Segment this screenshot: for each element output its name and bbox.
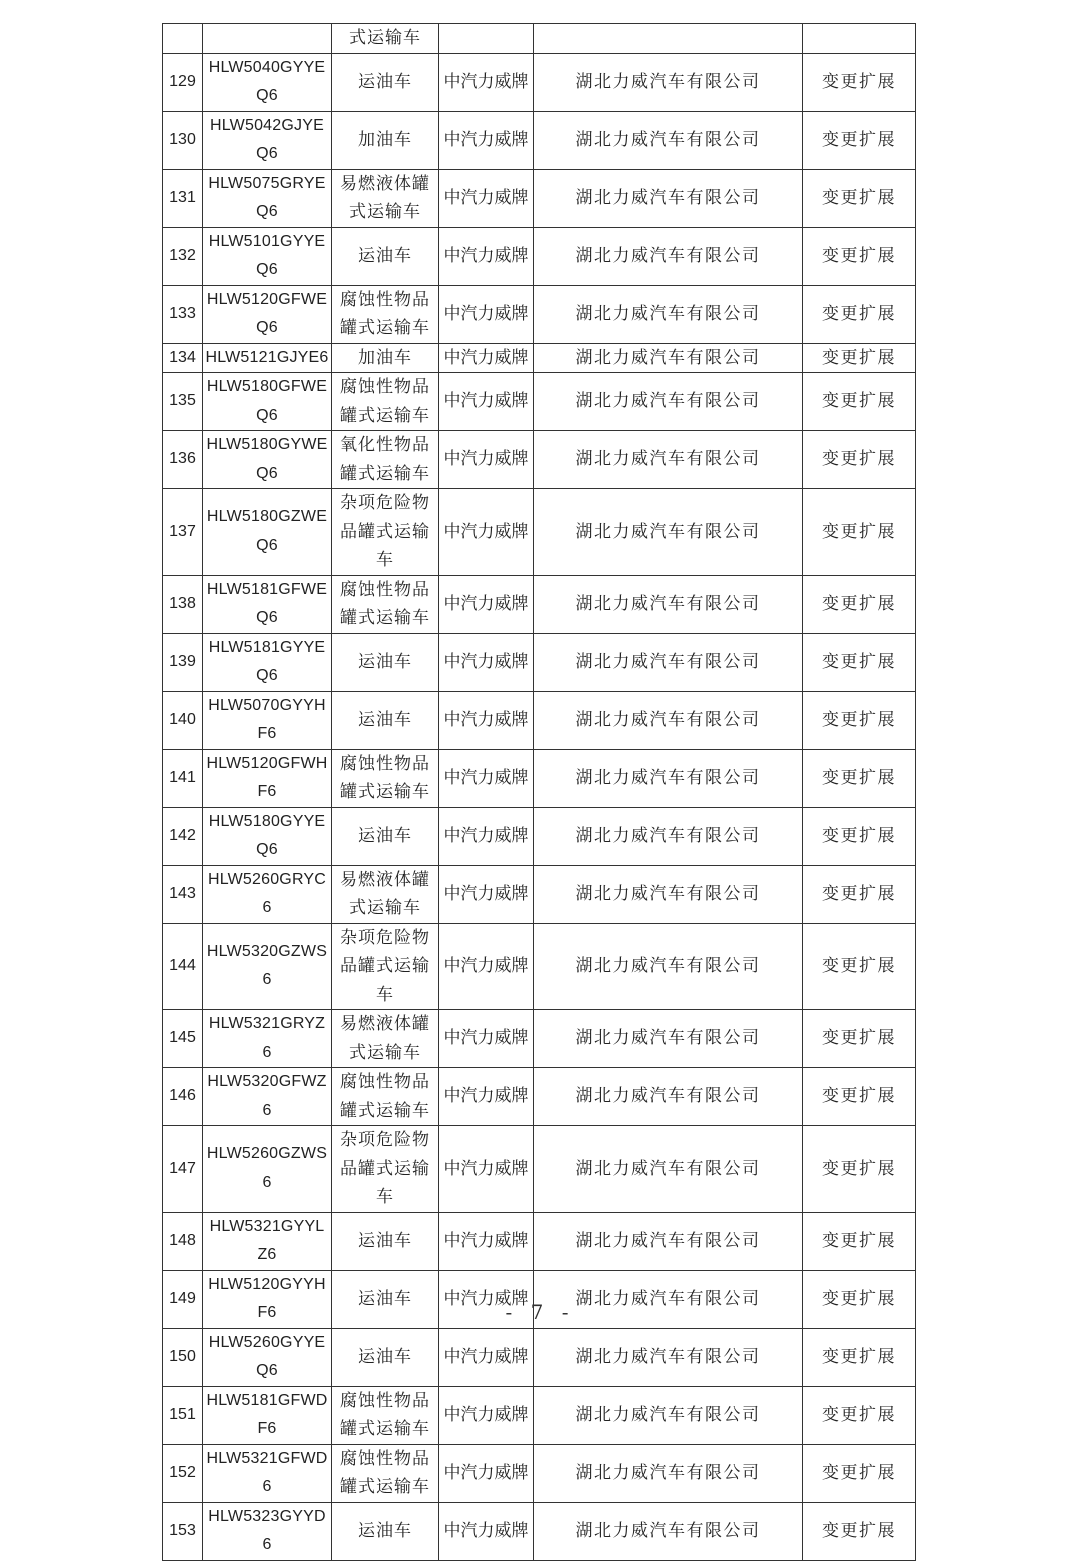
cell-number: 150 — [163, 1328, 203, 1386]
cell-brand: 中汽力威牌 — [439, 749, 534, 807]
cell-company: 湖北力威汽车有限公司 — [534, 633, 803, 691]
table-row — [163, 1126, 916, 1213]
cell-model: HLW5121GJYE6 — [203, 343, 332, 373]
cell-number: 141 — [163, 749, 203, 807]
cell-number: 129 — [163, 53, 203, 111]
cell-number: 130 — [163, 111, 203, 169]
cell-model: HLW5180GYYEQ6 — [203, 807, 332, 865]
cell-number: 146 — [163, 1068, 203, 1126]
cell-vehicle-type: 运油车 — [332, 53, 439, 111]
cell-model: HLW5260GRYC6 — [203, 865, 332, 923]
cell-action: 变更扩展 — [803, 749, 916, 807]
table-row — [163, 169, 916, 227]
cell-number: 143 — [163, 865, 203, 923]
cell-brand: 中汽力威牌 — [439, 1212, 534, 1270]
cell-action: 变更扩展 — [803, 1212, 916, 1270]
cell-brand: 中汽力威牌 — [439, 1444, 534, 1502]
cell-vehicle-type: 氧化性物品罐式运输车 — [332, 431, 439, 489]
page-number: - 7 - — [505, 1300, 575, 1324]
table-row — [163, 1386, 916, 1444]
cell-brand: 中汽力威牌 — [439, 807, 534, 865]
cell-vehicle-type: 腐蚀性物品罐式运输车 — [332, 575, 439, 633]
cell-action: 变更扩展 — [803, 1328, 916, 1386]
table-row — [163, 691, 916, 749]
cell-model: HLW5180GYWEQ6 — [203, 431, 332, 489]
table-row — [163, 489, 916, 576]
cell-action: 变更扩展 — [803, 489, 916, 576]
cell-action: 变更扩展 — [803, 1010, 916, 1068]
cell-model: HLW5180GZWEQ6 — [203, 489, 332, 576]
cell-action: 变更扩展 — [803, 1386, 916, 1444]
cell-model: HLW5260GZWS6 — [203, 1126, 332, 1213]
table-row — [163, 749, 916, 807]
cell-number: 131 — [163, 169, 203, 227]
cell-company: 湖北力威汽车有限公司 — [534, 923, 803, 1010]
cell-vehicle-type: 易燃液体罐式运输车 — [332, 1010, 439, 1068]
cell-brand: 中汽力威牌 — [439, 431, 534, 489]
table-row — [163, 285, 916, 343]
cell-vehicle-type: 易燃液体罐式运输车 — [332, 169, 439, 227]
cell-number: 145 — [163, 1010, 203, 1068]
cell-number: 149 — [163, 1270, 203, 1328]
cell-brand: 中汽力威牌 — [439, 227, 534, 285]
table-row-continuation — [163, 24, 916, 54]
cell-brand: 中汽力威牌 — [439, 691, 534, 749]
cell-action: 变更扩展 — [803, 285, 916, 343]
cell-model: HLW5320GZWS6 — [203, 923, 332, 1010]
cell-brand: 中汽力威牌 — [439, 373, 534, 431]
cell-company: 湖北力威汽车有限公司 — [534, 1386, 803, 1444]
cell-number: 137 — [163, 489, 203, 576]
cell-vehicle-type: 腐蚀性物品罐式运输车 — [332, 749, 439, 807]
cell-model: HLW5180GFWEQ6 — [203, 373, 332, 431]
cell-number: 139 — [163, 633, 203, 691]
cell-model: HLW5120GFWHF6 — [203, 749, 332, 807]
cell-model — [203, 24, 332, 54]
cell-number: 136 — [163, 431, 203, 489]
cell-vehicle-type: 运油车 — [332, 1328, 439, 1386]
cell-number: 134 — [163, 343, 203, 373]
cell-brand: 中汽力威牌 — [439, 1068, 534, 1126]
table-row — [163, 343, 916, 373]
cell-vehicle-type: 运油车 — [332, 227, 439, 285]
cell-brand: 中汽力威牌 — [439, 1010, 534, 1068]
cell-action: 变更扩展 — [803, 227, 916, 285]
cell-vehicle-type: 杂项危险物品罐式运输车 — [332, 489, 439, 576]
cell-model: HLW5040GYYEQ6 — [203, 53, 332, 111]
cell-brand: 中汽力威牌 — [439, 169, 534, 227]
cell-number — [163, 24, 203, 54]
cell-vehicle-type: 式运输车 — [332, 24, 439, 54]
cell-vehicle-type: 运油车 — [332, 633, 439, 691]
vehicle-catalog-table — [162, 23, 916, 1561]
cell-company: 湖北力威汽车有限公司 — [534, 1126, 803, 1213]
cell-company: 湖北力威汽车有限公司 — [534, 1328, 803, 1386]
cell-company: 湖北力威汽车有限公司 — [534, 1212, 803, 1270]
cell-brand: 中汽力威牌 — [439, 633, 534, 691]
cell-vehicle-type: 加油车 — [332, 343, 439, 373]
table-row — [163, 1328, 916, 1386]
table-row — [163, 1212, 916, 1270]
cell-model: HLW5120GYYHF6 — [203, 1270, 332, 1328]
cell-vehicle-type: 腐蚀性物品罐式运输车 — [332, 1068, 439, 1126]
cell-company: 湖北力威汽车有限公司 — [534, 431, 803, 489]
cell-model: HLW5320GFWZ6 — [203, 1068, 332, 1126]
cell-number: 144 — [163, 923, 203, 1010]
cell-action: 变更扩展 — [803, 865, 916, 923]
cell-brand: 中汽力威牌 — [439, 1502, 534, 1560]
cell-number: 151 — [163, 1386, 203, 1444]
cell-brand: 中汽力威牌 — [439, 923, 534, 1010]
table-row — [163, 865, 916, 923]
cell-company: 湖北力威汽车有限公司 — [534, 169, 803, 227]
cell-model: HLW5120GFWEQ6 — [203, 285, 332, 343]
cell-model: HLW5323GYYD6 — [203, 1502, 332, 1560]
cell-vehicle-type: 运油车 — [332, 1270, 439, 1328]
cell-company: 湖北力威汽车有限公司 — [534, 1270, 803, 1328]
cell-action: 变更扩展 — [803, 431, 916, 489]
cell-brand: 中汽力威牌 — [439, 111, 534, 169]
table-row — [163, 1444, 916, 1502]
cell-model: HLW5181GFWEQ6 — [203, 575, 332, 633]
cell-vehicle-type: 杂项危险物品罐式运输车 — [332, 923, 439, 1010]
cell-company: 湖北力威汽车有限公司 — [534, 111, 803, 169]
table-row — [163, 1010, 916, 1068]
cell-company — [534, 24, 803, 54]
cell-model: HLW5321GRYZ6 — [203, 1010, 332, 1068]
cell-company: 湖北力威汽车有限公司 — [534, 691, 803, 749]
cell-company: 湖北力威汽车有限公司 — [534, 575, 803, 633]
cell-model: HLW5181GFWDF6 — [203, 1386, 332, 1444]
cell-model: HLW5070GYYHF6 — [203, 691, 332, 749]
cell-company: 湖北力威汽车有限公司 — [534, 285, 803, 343]
cell-model: HLW5260GYYEQ6 — [203, 1328, 332, 1386]
cell-action: 变更扩展 — [803, 691, 916, 749]
cell-brand: 中汽力威牌 — [439, 489, 534, 576]
cell-brand: 中汽力威牌 — [439, 865, 534, 923]
cell-action: 变更扩展 — [803, 633, 916, 691]
cell-number: 140 — [163, 691, 203, 749]
cell-action: 变更扩展 — [803, 1068, 916, 1126]
cell-vehicle-type: 腐蚀性物品罐式运输车 — [332, 285, 439, 343]
cell-action: 变更扩展 — [803, 575, 916, 633]
cell-vehicle-type: 运油车 — [332, 1212, 439, 1270]
cell-vehicle-type: 加油车 — [332, 111, 439, 169]
table-row — [163, 807, 916, 865]
table-row — [163, 227, 916, 285]
cell-brand — [439, 24, 534, 54]
cell-company: 湖北力威汽车有限公司 — [534, 489, 803, 576]
cell-action: 变更扩展 — [803, 169, 916, 227]
cell-company: 湖北力威汽车有限公司 — [534, 53, 803, 111]
cell-vehicle-type: 运油车 — [332, 1502, 439, 1560]
cell-action: 变更扩展 — [803, 1270, 916, 1328]
cell-company: 湖北力威汽车有限公司 — [534, 749, 803, 807]
cell-number: 152 — [163, 1444, 203, 1502]
cell-vehicle-type: 腐蚀性物品罐式运输车 — [332, 1386, 439, 1444]
table-row — [163, 111, 916, 169]
cell-company: 湖北力威汽车有限公司 — [534, 1502, 803, 1560]
cell-number: 135 — [163, 373, 203, 431]
cell-company: 湖北力威汽车有限公司 — [534, 343, 803, 373]
cell-number: 148 — [163, 1212, 203, 1270]
cell-company: 湖北力威汽车有限公司 — [534, 1068, 803, 1126]
table-row — [163, 1068, 916, 1126]
cell-company: 湖北力威汽车有限公司 — [534, 865, 803, 923]
cell-model: HLW5042GJYEQ6 — [203, 111, 332, 169]
cell-vehicle-type: 运油车 — [332, 807, 439, 865]
cell-vehicle-type: 杂项危险物品罐式运输车 — [332, 1126, 439, 1213]
table-row — [163, 923, 916, 1010]
cell-action: 变更扩展 — [803, 53, 916, 111]
table-row — [163, 431, 916, 489]
cell-vehicle-type: 腐蚀性物品罐式运输车 — [332, 1444, 439, 1502]
cell-brand: 中汽力威牌 — [439, 53, 534, 111]
cell-company: 湖北力威汽车有限公司 — [534, 373, 803, 431]
cell-company: 湖北力威汽车有限公司 — [534, 227, 803, 285]
cell-brand: 中汽力威牌 — [439, 285, 534, 343]
cell-brand: 中汽力威牌 — [439, 1270, 534, 1328]
cell-number: 133 — [163, 285, 203, 343]
cell-number: 147 — [163, 1126, 203, 1213]
cell-number: 132 — [163, 227, 203, 285]
cell-vehicle-type: 易燃液体罐式运输车 — [332, 865, 439, 923]
cell-action: 变更扩展 — [803, 923, 916, 1010]
cell-number: 153 — [163, 1502, 203, 1560]
cell-model: HLW5321GFWD6 — [203, 1444, 332, 1502]
cell-model: HLW5321GYYLZ6 — [203, 1212, 332, 1270]
cell-action: 变更扩展 — [803, 1444, 916, 1502]
cell-model: HLW5181GYYEQ6 — [203, 633, 332, 691]
cell-brand: 中汽力威牌 — [439, 1126, 534, 1213]
cell-number: 138 — [163, 575, 203, 633]
table-row — [163, 1502, 916, 1560]
cell-number: 142 — [163, 807, 203, 865]
table-row — [163, 575, 916, 633]
cell-model: HLW5075GRYEQ6 — [203, 169, 332, 227]
cell-company: 湖北力威汽车有限公司 — [534, 1444, 803, 1502]
cell-action: 变更扩展 — [803, 343, 916, 373]
cell-vehicle-type: 运油车 — [332, 691, 439, 749]
table-row — [163, 373, 916, 431]
cell-vehicle-type: 腐蚀性物品罐式运输车 — [332, 373, 439, 431]
cell-brand: 中汽力威牌 — [439, 575, 534, 633]
cell-brand: 中汽力威牌 — [439, 343, 534, 373]
table-row — [163, 633, 916, 691]
cell-company: 湖北力威汽车有限公司 — [534, 807, 803, 865]
table-body — [163, 24, 916, 1561]
cell-action: 变更扩展 — [803, 111, 916, 169]
cell-model: HLW5101GYYEQ6 — [203, 227, 332, 285]
cell-action: 变更扩展 — [803, 373, 916, 431]
table-row — [163, 53, 916, 111]
cell-company: 湖北力威汽车有限公司 — [534, 1010, 803, 1068]
cell-brand: 中汽力威牌 — [439, 1328, 534, 1386]
cell-action: 变更扩展 — [803, 807, 916, 865]
cell-action: 变更扩展 — [803, 1502, 916, 1560]
cell-action — [803, 24, 916, 54]
cell-brand: 中汽力威牌 — [439, 1386, 534, 1444]
cell-action: 变更扩展 — [803, 1126, 916, 1213]
